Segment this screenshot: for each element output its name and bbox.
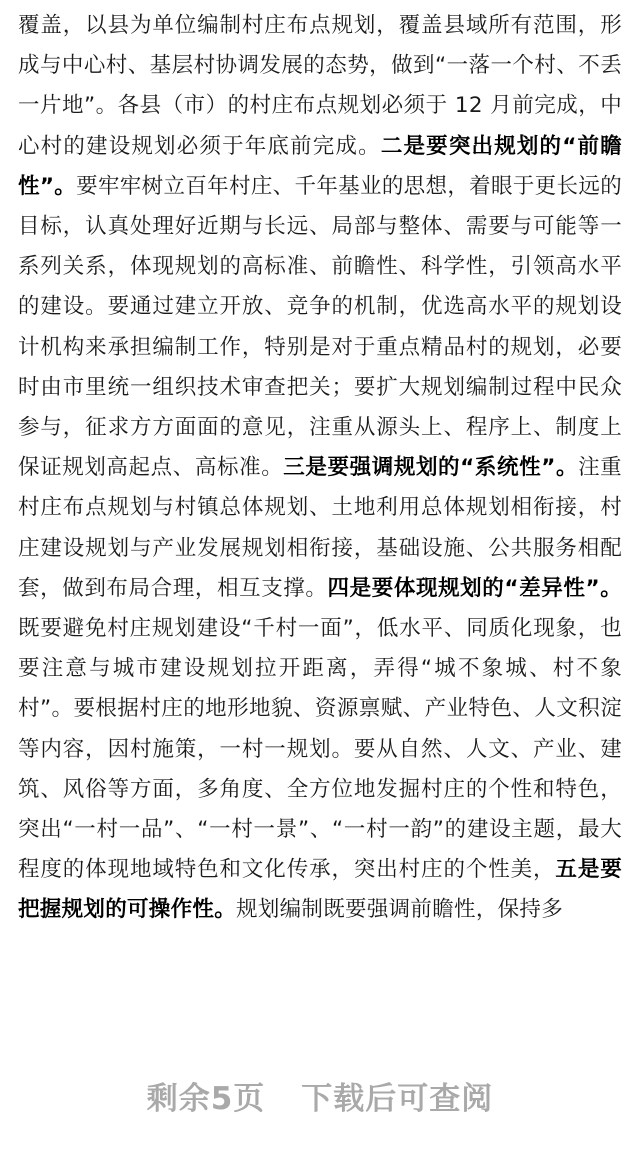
text-segment: 覆盖，以县为单位编制村庄布点规划，覆盖县域所有范围，形成与中心村、基层村协调发展的态势，做到“一落一个村、不丢一片地”。各县（市）的村庄布点规划必须于 12 月前完成，中心村的建设规划必须于年底前完成。 <box>18 13 622 159</box>
remaining-pages-label: 剩余5页 <box>146 1081 266 1117</box>
text-segment: 注重村庄布点规划与村镇总体规划、土地利用总体规划相衔接，村庄建设规划与产业发展规划相衔接，基础设施、公共服务相配套，做到布局合理，相互支撑。 <box>18 455 622 601</box>
bold-heading-segment: 三是要强调规划的“系统性”。 <box>283 455 579 481</box>
bold-heading-segment: 四是要体现规划的“差异性”。 <box>327 575 623 601</box>
bold-heading-segment: 二是要突出规划的“前瞻性”。 <box>18 133 622 199</box>
download-to-view-label: 下载后可查阅 <box>301 1081 494 1117</box>
bold-heading-segment: 五是要把握规划的可操作性。 <box>18 857 623 923</box>
text-segment: 既要避免村庄规划建设“千村一面”，低水平、同质化现象，也要注意与城市建设规划拉开距离，弄得“城不象城、村不象村”。要根据村庄的地形地貌、资源禀赋、产业特色、人文积淀等内容，因村施策，一村一规划。要从自然、人文、产业、建筑、风俗等方面，多角度、全方位地发掘村庄的个性和特色，突出“一村一品”、“一村一景”、“一村一韵”的建设主题，最大程度的体现地域特色和文化传承，突出村庄的个性美， <box>18 616 622 883</box>
remaining-pages-banner[interactable] <box>0 1073 640 1118</box>
text-segment: 要牢牢树立百年村庄、千年基业的思想，着眼于更长远的目标，认真处理好近期与长远、局部与整体、需要与可能等一系列关系，体现规划的高标准、前瞻性、科学性，引领高水平的建设。要通过建立开放、竞争的机制，优选高水平的规划设计机构来承担编制工作，特别是对于重点精品村的规划，必要时由市里统一组织技术审查把关；要扩大规划编制过程中民众参与，征求方方面面的意见，注重从源头上、程序上、制度上保证规划高起点、高标准。 <box>18 173 622 481</box>
text-segment: 规划编制既要强调前瞻性，保持多 <box>236 897 564 923</box>
document-body <box>18 6 622 931</box>
paragraph <box>18 6 622 931</box>
